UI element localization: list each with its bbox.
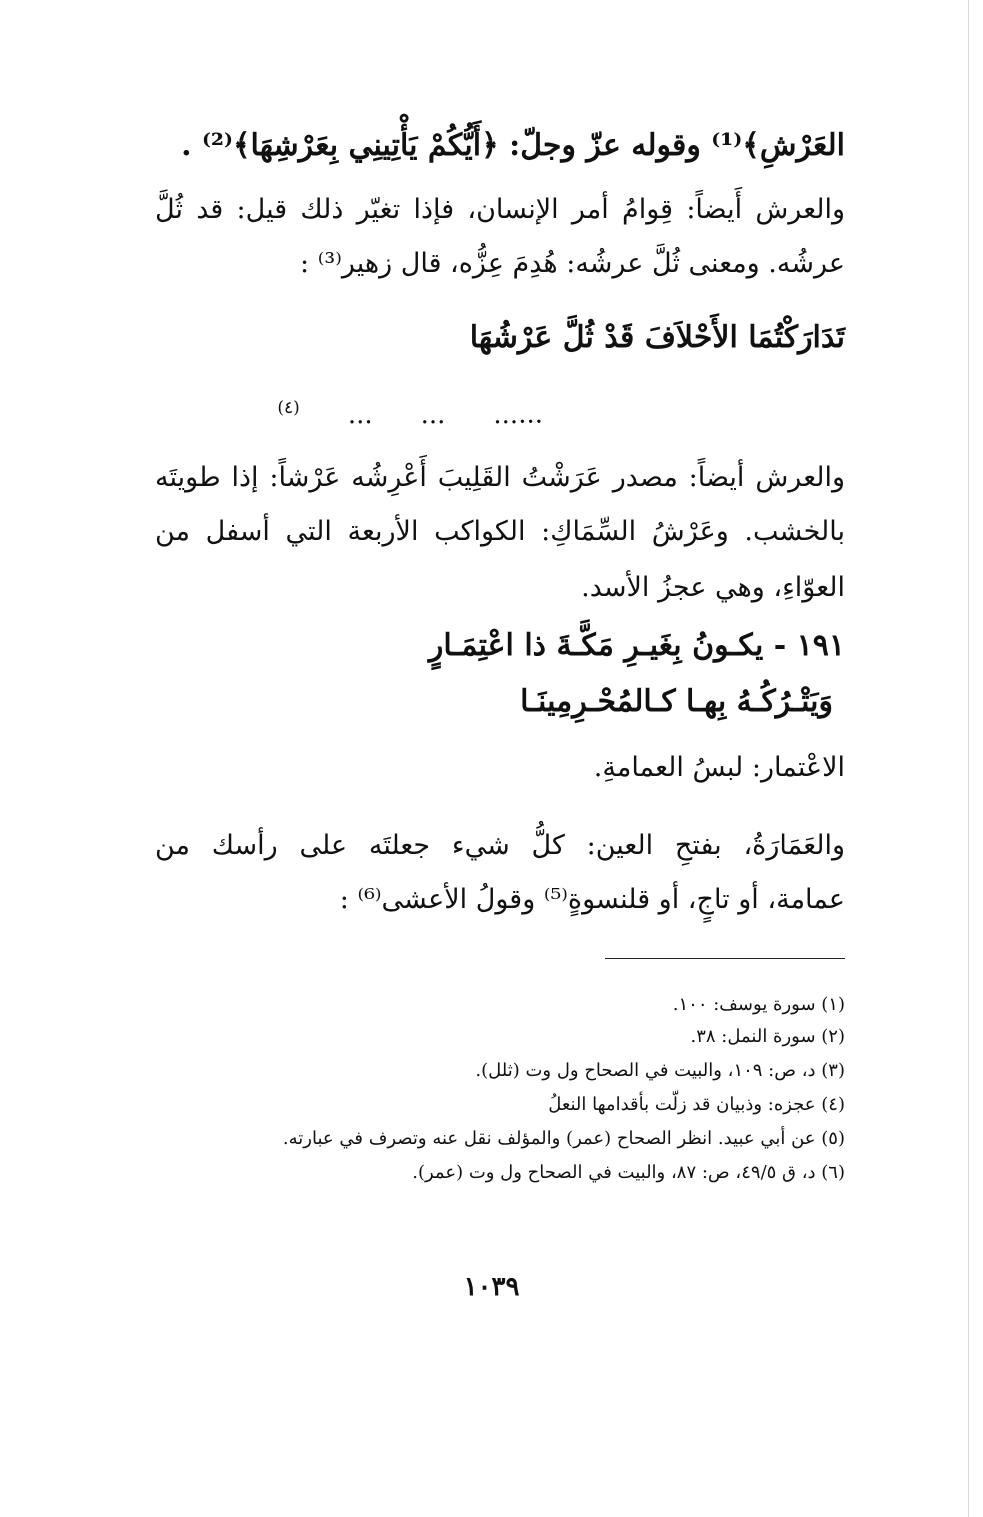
footnote-ref: (٤) [277,398,300,418]
body-line: والعرش أَيضاً: قِوامُ أمر الإنسان، فإذا تغيّر ذلك قيل: قد ثُلَّ [155,194,845,225]
body-line: والعرش أيضاً: مصدر عَرَشْتُ القَلِيبَ أَعْرِشُه عَرْشاً: إذا طويتَه [155,462,845,493]
verse-line: تَدَارَكْتُمَا الأَحْلاَفَ قَدْ ثُلَّ عَرْشُهَا [469,320,845,355]
footnote: (٢) سورة النمل: ٣٨. [690,1026,845,1047]
body-line: عمامة، أو تاجٍ، أو قلنسوةٍ⁽⁵⁾ وقولُ الأعشى⁽⁶⁾ : [339,884,845,915]
body-line: الاعْتمار: لبسُ العمامةِ. [593,752,845,783]
ellipsis: ... [347,399,373,430]
footnote-separator [605,958,845,959]
ellipsis: ... [420,399,446,430]
footnote: (٤) عجزه: وذبيان قد زلّت بأقدامها النعلُ [548,1094,845,1115]
body-line-quran: العَرْشِ﴾⁽¹⁾ وقوله عزّ وجلّ: ﴿أَيُّكُمْ يَأْتِينِي بِعَرْشِهَا﴾⁽²⁾ . [181,128,845,163]
verse-line-numbered: ١٩١ - يكـونُ بِغَيـرِ مَكَّـةَ ذا اعْتِمَـارٍ [428,628,845,663]
footnote: (٥) عن أبي عبيد. انظر الصحاح (عمر) والمؤلف نقل عنه وتصرف في عبارته. [282,1128,845,1149]
footnote: (٣) د، ص: ١٠٩، والبيت في الصحاح ول وت (ثلل). [475,1060,845,1081]
page-number: ١٠٣٩ [463,1272,520,1302]
body-line: والعَمَارَةُ، بفتحِ العين: كلُّ شيء جعلتَه على رأسك من [155,830,845,861]
body-line: عرشُه. ومعنى ثُلَّ عرشُه: هُدِمَ عِزُّه، قال زهير⁽³⁾ : [300,248,845,279]
body-line: بالخشب. وعَرْشُ السِّمَاكِ: الكواكب الأربعة التي أسفل من [155,516,845,547]
footnote: (٦) د، ق ٤٩/٥، ص: ٨٧، والبيت في الصحاح ول وت (عمر). [412,1162,845,1183]
verse-line: وَيَتْـرُكُـهُ بِهـا كـالمُحْـرِمِينَـا [520,684,833,719]
verse-ellipsis [273,398,543,430]
ellipsis: ... [493,399,519,430]
ellipsis: ... [518,399,543,430]
footnote: (١) سورة يوسف: ١٠٠. [672,994,845,1015]
body-line: العوّاءِ، وهي عجزُ الأسد. [581,572,845,603]
